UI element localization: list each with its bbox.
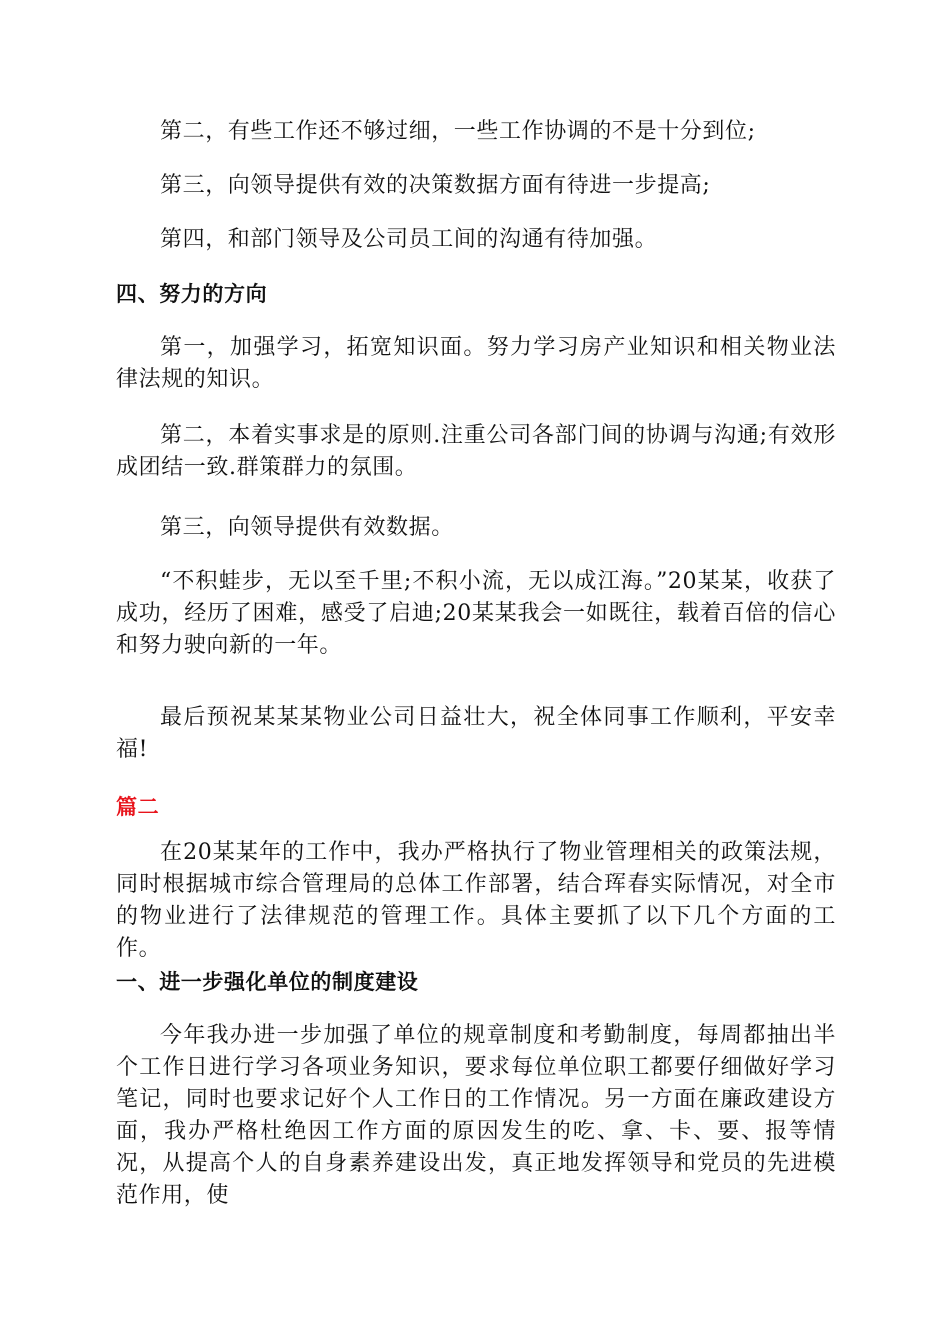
paragraph-quote: “不积蛙步，无以至千里;不积小流，无以成江海。”20某某，收获了成功，经历了困难，感受了启迪;20某某我会一如既往，载着百倍的信心和努力驶向新的一年。 bbox=[116, 569, 836, 658]
paragraph-body: 今年我办进一步加强了单位的规章制度和考勤制度，每周都抽出半个工作日进行学习各项业务知识，要求每位单位职工都要仔细做好学习笔记，同时也要求记好个人工作日的工作情况。另一方面在廉政建设方面，我办严格杜绝因工作方面的原因发生的吃、拿、卡、要、报等情况，从提高个人的自身素养建设出发，真正地发挥领导和党员的先进模范作用，使 bbox=[116, 1023, 836, 1208]
section-title: 篇二 bbox=[116, 795, 160, 819]
paragraph-shortcoming-3: 第三，向领导提供有效的决策数据方面有待进一步提高; bbox=[160, 173, 711, 198]
paragraph-direction-1: 第一，加强学习，拓宽知识面。努力学习房产业知识和相关物业法律法规的知识。 bbox=[116, 335, 836, 392]
heading-direction: 四、努力的方向 bbox=[116, 282, 268, 306]
paragraph-intro: 在20某某年的工作中，我办严格执行了物业管理相关的政策法规，同时根据城市综合管理局的总体工作部署，结合珲春实际情况，对全市的物业进行了法律规范的管理工作。具体主要抓了以下几个方面的工作。 bbox=[116, 840, 836, 961]
paragraph-closing: 最后预祝某某某物业公司日益壮大，祝全体同事工作顺利，平安幸福! bbox=[116, 705, 836, 762]
paragraph-shortcoming-2: 第二，有些工作还不够过细，一些工作协调的不是十分到位; bbox=[160, 119, 756, 144]
paragraph-shortcoming-4: 第四，和部门领导及公司员工间的沟通有待加强。 bbox=[160, 227, 658, 252]
heading-system-building: 一、进一步强化单位的制度建设 bbox=[116, 970, 419, 994]
paragraph-direction-3: 第三，向领导提供有效数据。 bbox=[160, 515, 454, 540]
paragraph-direction-2: 第二，本着实事求是的原则.注重公司各部门间的协调与沟通;有效形成团结一致.群策群力的氛围。 bbox=[116, 423, 836, 480]
